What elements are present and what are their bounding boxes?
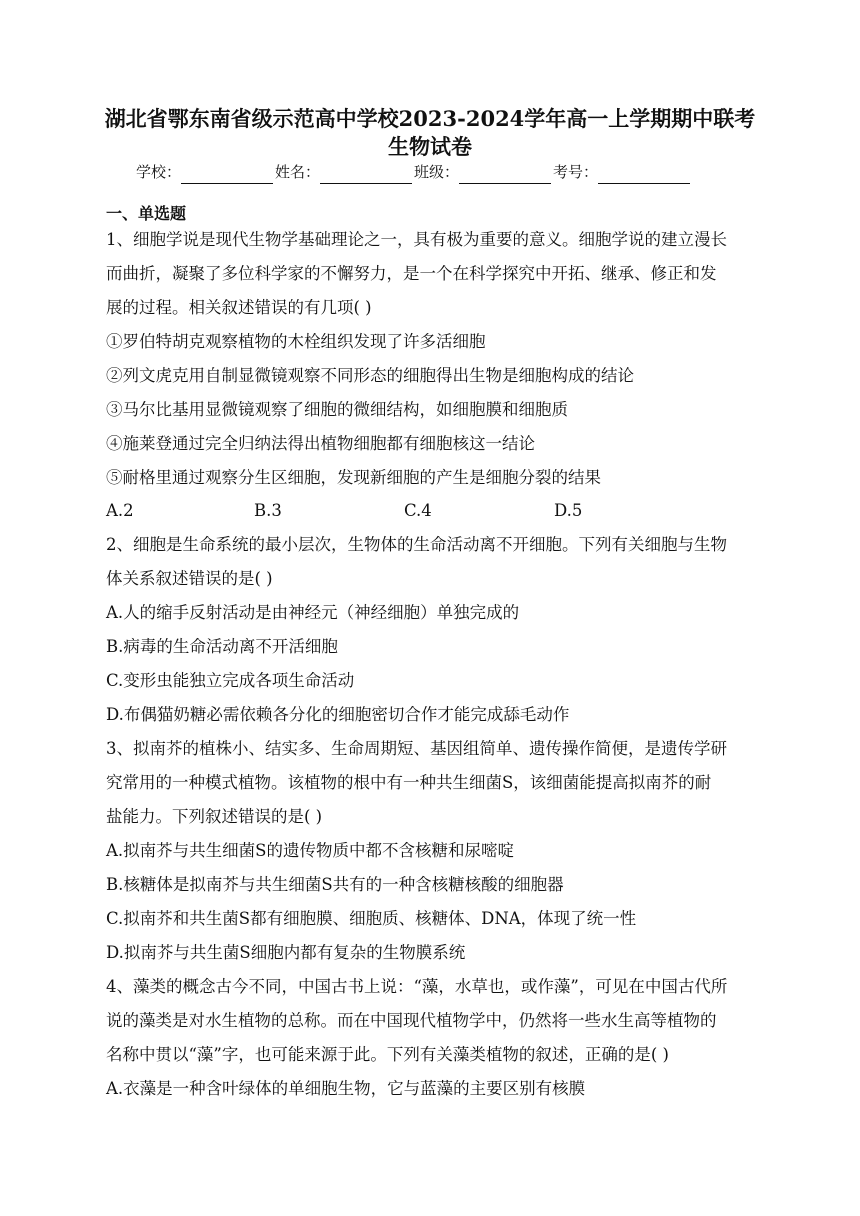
section-heading: 一、单选题 [106,204,187,223]
question-1-stem: 而曲折，凝聚了多位科学家的不懈努力，是一个在科学探究中开拓、继承、修正和发 [106,264,717,283]
question-2-option: B.病毒的生命活动离不开活细胞 [106,637,338,656]
question-3-stem: 3、拟南芥的植株小、结实多、生命周期短、基因组简单、遗传操作简便，是遗传学研 [106,739,727,758]
question-1-statement: ②列文虎克用自制显微镜观察不同形态的细胞得出生物是细胞构成的结论 [106,366,634,385]
question-3-stem: 盐能力。下列叙述错误的是( ) [106,807,323,826]
student-info-row [136,160,692,184]
question-2-option: A.人的缩手反射活动是由神经元（神经细胞）单独完成的 [106,603,520,622]
question-2-stem: 体关系叙述错误的是( ) [106,569,273,588]
question-1-options [106,499,766,523]
option-c: C.4 [404,501,432,520]
question-4-stem: 名称中贯以“藻”字，也可能来源于此。下列有关藻类植物的叙述，正确的是( ) [106,1045,669,1064]
question-4-option: A.衣藻是一种含叶绿体的单细胞生物，它与蓝藻的主要区别有核膜 [106,1079,586,1098]
option-b: B.3 [254,501,282,520]
exam-no-label: 考号： [553,163,599,181]
question-1-statement: ③马尔比基用显微镜观察了细胞的微细结构，如细胞膜和细胞质 [106,400,568,419]
option-d: D.5 [554,501,583,520]
exam-subject-title: 生物试卷 [388,134,472,159]
question-1-statement: ④施莱登通过完全归纳法得出植物细胞都有细胞核这一结论 [106,434,535,453]
question-1-statement: ①罗伯特胡克观察植物的木栓组织发现了许多活细胞 [106,332,486,351]
question-3-stem: 究常用的一种模式植物。该植物的根中有一种共生细菌S，该细菌能提高拟南芥的耐 [106,773,712,792]
class-blank [459,167,551,184]
exam-no-blank [598,167,690,184]
question-4-stem: 4、藻类的概念古今不同，中国古书上说：“藻，水草也，或作藻”，可见在中国古代所 [106,977,728,996]
question-1-stem: 展的过程。相关叙述错误的有几项( ) [106,298,372,317]
school-label: 学校： [136,163,182,181]
question-2-option: D.布偶猫奶糖必需依赖各分化的细胞密切合作才能完成舔毛动作 [106,705,570,724]
name-label: 姓名： [275,163,321,181]
question-2-stem: 2、细胞是生命系统的最小层次，生物体的生命活动离不开细胞。下列有关细胞与生物 [106,535,727,554]
question-2-option: C.变形虫能独立完成各项生命活动 [106,671,355,690]
question-4-stem: 说的藻类是对水生植物的总称。而在中国现代植物学中，仍然将一些水生高等植物的 [106,1011,717,1030]
school-blank [181,167,273,184]
class-label: 班级： [414,163,460,181]
question-3-option: D.拟南芥与共生菌S细胞内都有复杂的生物膜系统 [106,943,466,962]
question-1-statement: ⑤耐格里通过观察分生区细胞，发现新细胞的产生是细胞分裂的结果 [106,468,601,487]
exam-title: 湖北省鄂东南省级示范高中学校2023-2024学年高一上学期期中联考 [104,106,756,131]
question-3-option: A.拟南芥与共生细菌S的遗传物质中都不含核糖和尿嘧啶 [106,841,514,860]
name-blank [320,167,412,184]
option-a: A.2 [106,501,134,520]
question-3-option: C.拟南芥和共生菌S都有细胞膜、细胞质、核糖体、DNA，体现了统一性 [106,909,637,928]
question-1-stem: 1、细胞学说是现代生物学基础理论之一，具有极为重要的意义。细胞学说的建立漫长 [106,230,727,249]
question-3-option: B.核糖体是拟南芥与共生细菌S共有的一种含核糖核酸的细胞器 [106,875,564,894]
